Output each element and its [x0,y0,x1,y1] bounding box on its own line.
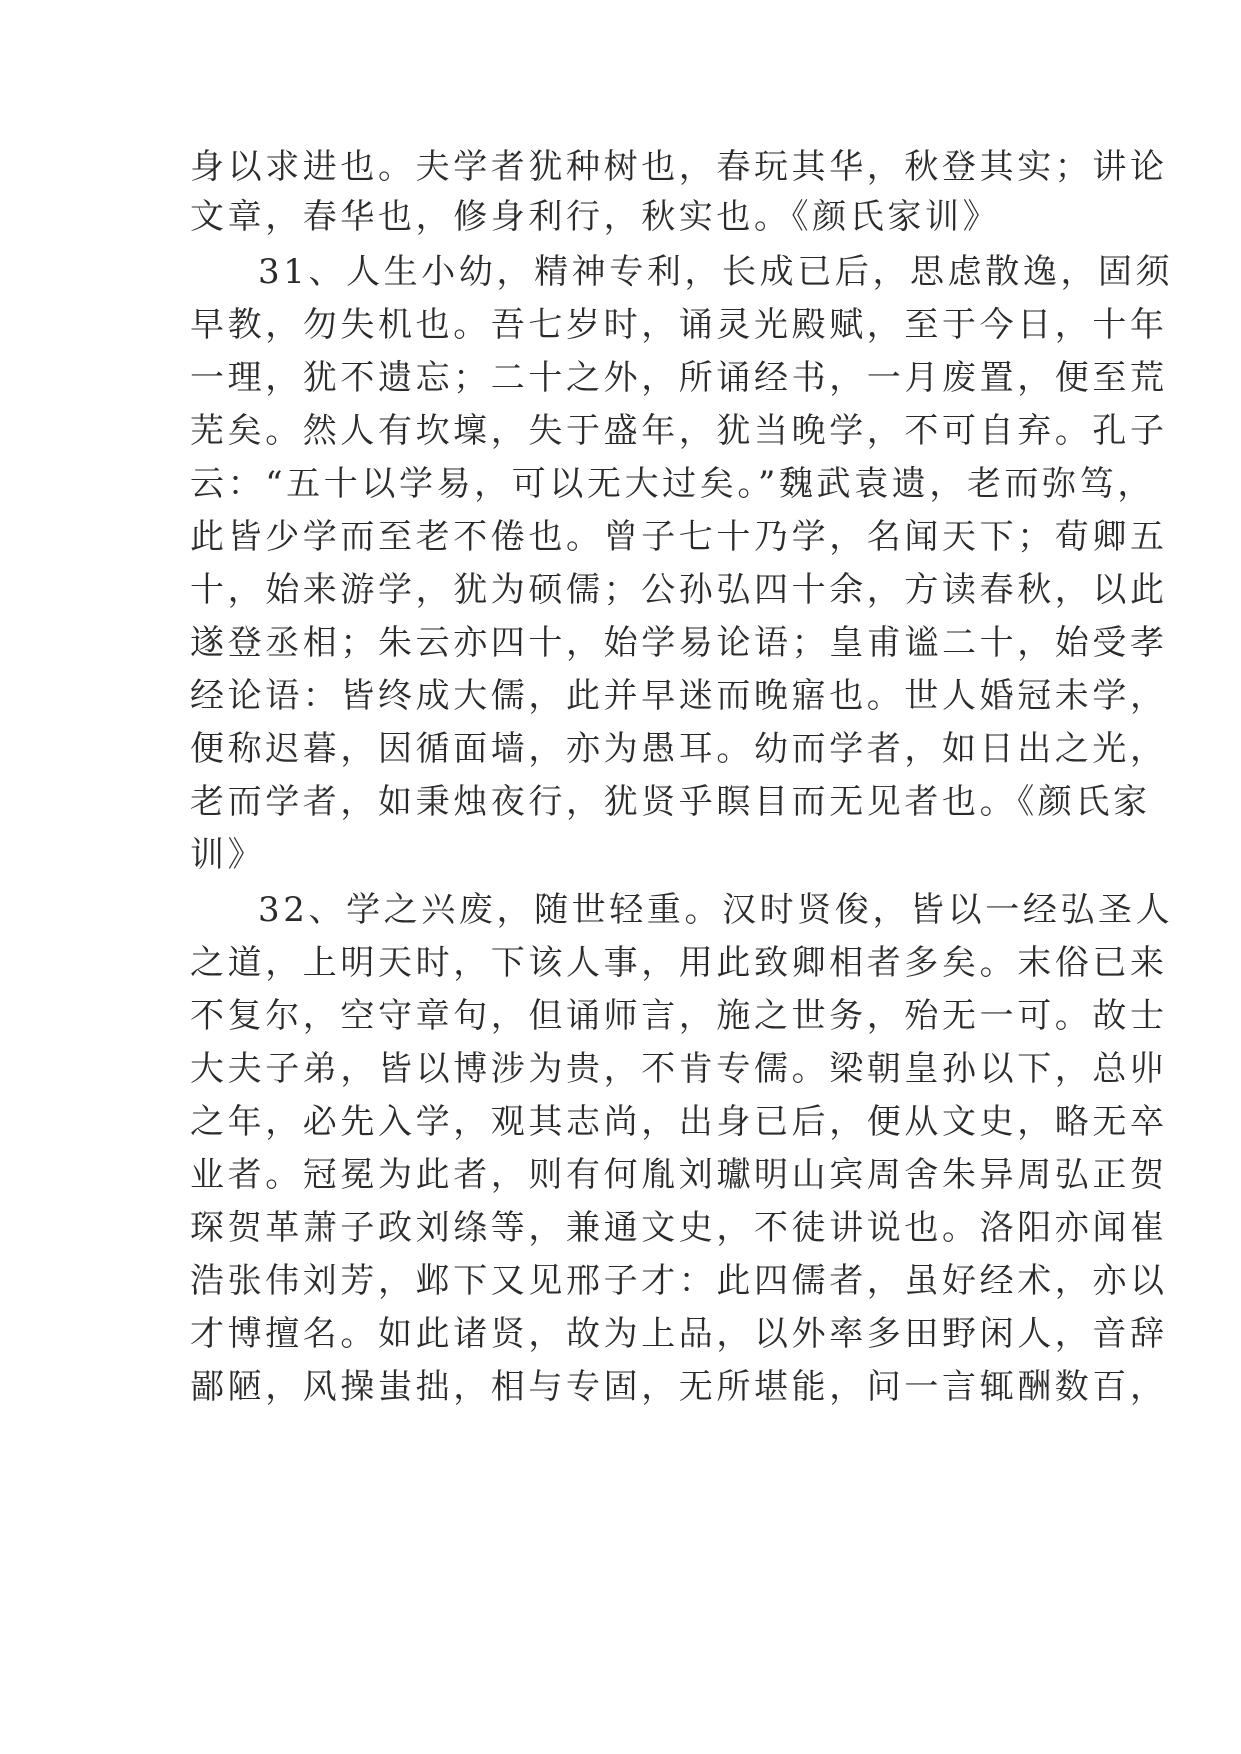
text-line-1: 身以求进也。夫学者犹种树也，春玩其华，秋登其实；讲论 [190,147,1168,187]
text-line-12: 便称迟暮，因循面墙，亦为愚耳。幼而学者，如日出之光， [190,729,1168,769]
text-line-24: 鄙陋，风操蚩拙，相与专固，无所堪能，问一言辄酬数百， [190,1367,1168,1407]
text-line-15: 32、学之兴废，随世轻重。汉时贤俊，皆以一经弘圣人 [258,890,1174,930]
text-line-22: 浩张伟刘芳，邺下又见邢子才：此四儒者，虽好经术，亦以 [190,1261,1168,1301]
text-line-19: 之年，必先入学，观其志尚，出身已后，便从文史，略无卒 [190,1102,1168,1142]
text-line-4: 早教，勿失机也。吾七岁时，诵灵光殿赋，至于今日，十年 [190,305,1168,345]
text-line-8: 此皆少学而至老不倦也。曾子七十乃学，名闻天下；荀卿五 [190,517,1168,557]
text-line-11: 经论语：皆终成大儒，此并早迷而晚寤也。世人婚冠未学， [190,676,1168,716]
text-line-16: 之道，上明天时，下该人事，用此致卿相者多矣。末俗已来 [190,943,1168,983]
text-line-13: 老而学者，如秉烛夜行，犹贤乎瞑目而无见者也。《颜氏家 [190,782,1151,822]
text-line-23: 才博擅名。如此诸贤，故为上品，以外率多田野闲人，音辞 [190,1314,1168,1354]
text-line-17: 不复尔，空守章句，但诵师言，施之世务，殆无一可。故士 [190,996,1168,1036]
text-line-10: 遂登丞相；朱云亦四十，始学易论语；皇甫谧二十，始受孝 [190,623,1168,663]
text-line-14: 训》 [190,835,266,875]
text-line-18: 大夫子弟，皆以博涉为贵，不肯专儒。梁朝皇孙以下，总丱 [190,1049,1168,1089]
text-line-21: 琛贺革萧子政刘绦等，兼通文史，不徒讲说也。洛阳亦闻崔 [190,1208,1168,1248]
text-line-3: 31、人生小幼，精神专利，长成已后，思虑散逸，固须 [258,252,1174,292]
text-line-6: 芜矣。然人有坎壈，失于盛年，犹当晚学，不可自弃。孔子 [190,411,1168,451]
text-line-9: 十，始来游学，犹为硕儒；公孙弘四十余，方读春秋，以此 [190,570,1168,610]
text-line-2: 文章，春华也，修身利行，秋实也。《颜氏家训》 [190,197,1001,237]
text-line-5: 一理，犹不遗忘；二十之外，所诵经书，一月废置，便至荒 [190,358,1168,398]
text-line-20: 业者。冠冕为此者，则有何胤刘瓛明山宾周舍朱异周弘正贺 [190,1155,1168,1195]
text-line-7: 云：“五十以学易，可以无大过矣。”魏武袁遗，老而弥笃， [190,464,1155,504]
